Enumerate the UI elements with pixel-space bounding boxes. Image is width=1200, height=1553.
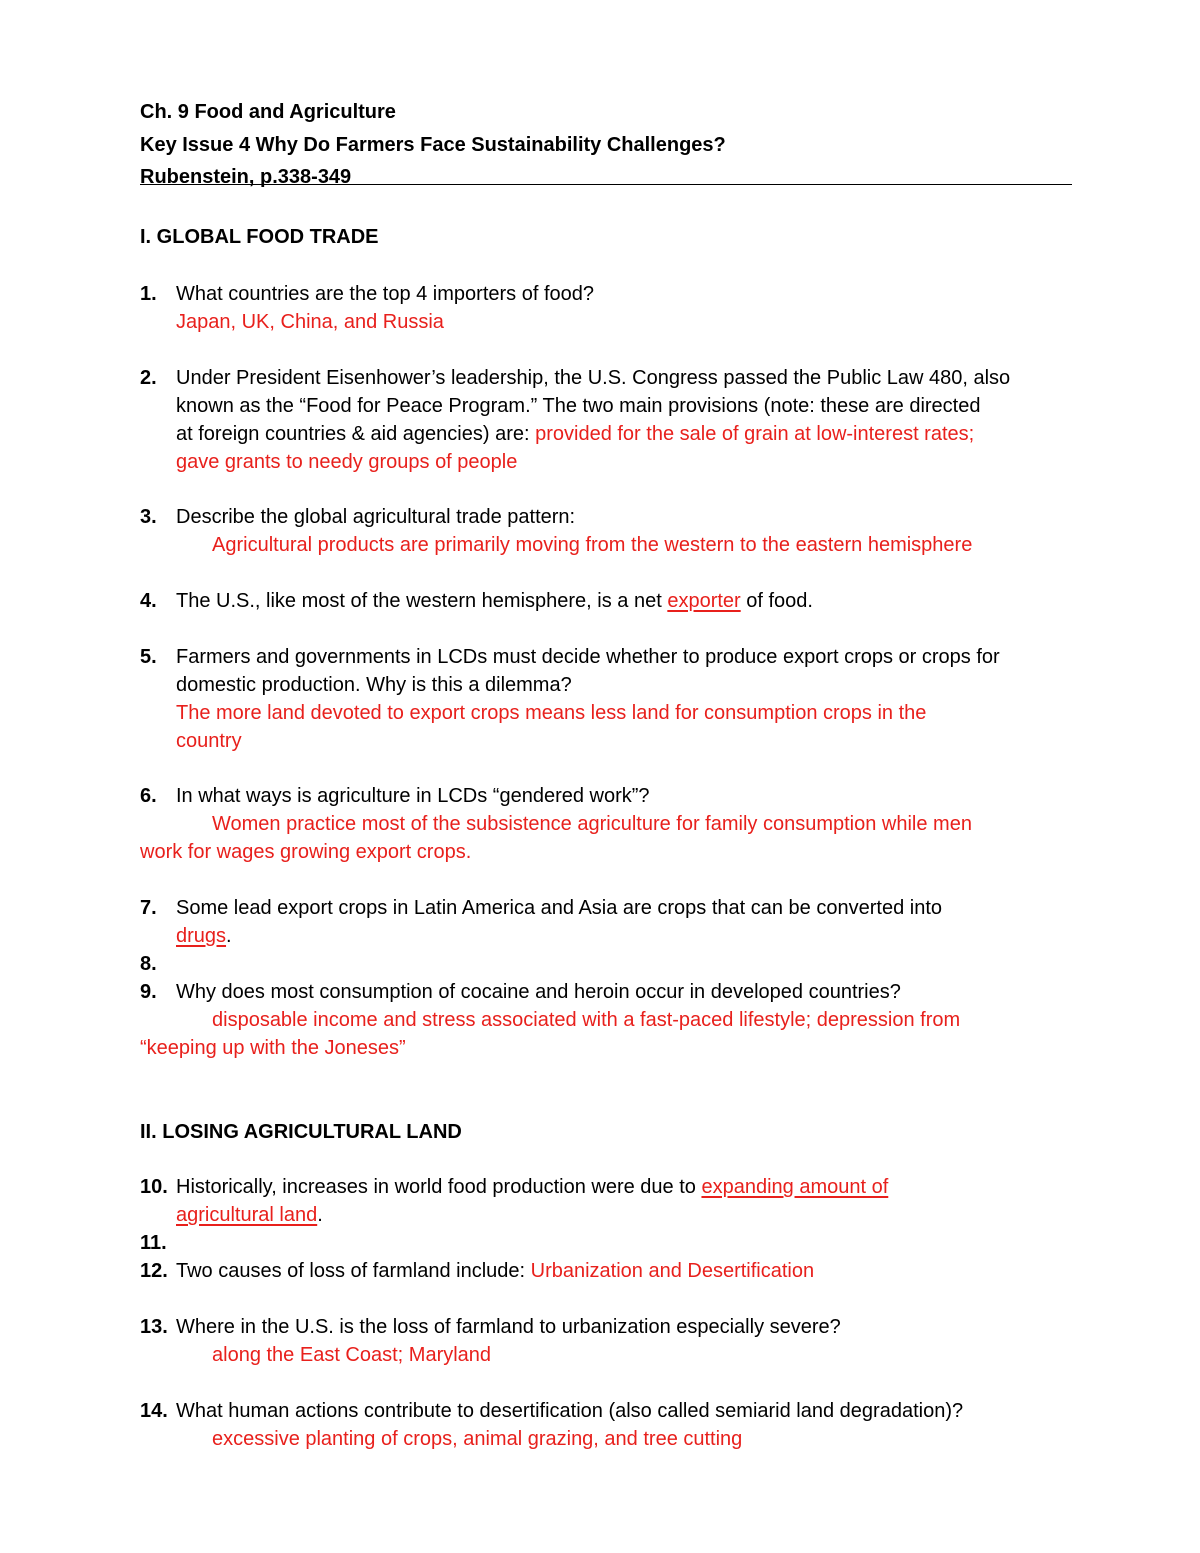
answer-text: Japan, UK, China, and Russia [176,311,444,333]
answer-text: along the East Coast; Maryland [212,1344,492,1366]
answer-text: disposable income and stress associated with a fast-paced lifestyle; depression from [212,1009,961,1031]
item-number: 10. [140,1176,168,1198]
question-text: . [226,925,232,947]
question-line [176,922,232,950]
question-text: What human actions contribute to desertification (also called semiarid land degradation)? [176,1400,964,1422]
question-text: of food. [740,590,813,612]
item-number: 11. [140,1232,167,1254]
question-line [176,1257,814,1285]
fill-in-answer: drugs [176,925,227,947]
item-number: 13. [140,1316,168,1338]
source-line: Rubenstein, p.338-349 [140,166,352,188]
answer-text: Agricultural products are primarily moving from the western to the eastern hemisphere [212,534,973,556]
question-line [176,1173,888,1201]
section-heading-2: II. LOSING AGRICULTURAL LAND [140,1121,462,1143]
question-line [176,1201,323,1229]
item-number: 14. [140,1400,168,1422]
question-text: . [317,1204,323,1226]
item-number: 8. [140,953,157,975]
question-text: at foreign countries & aid agencies) are: [176,423,536,445]
item-number: 5. [140,646,157,668]
question-text: Describe the global agricultural trade pattern: [176,506,576,528]
fill-in-answer: exporter [667,590,741,612]
item-number: 7. [140,897,157,919]
question-text: What countries are the top 4 importers of food? [176,283,594,305]
answer-text: country [176,730,242,752]
question-text: The U.S., like most of the western hemisphere, is a net [176,590,668,612]
item-number: 6. [140,785,157,807]
question-text: Why does most consumption of cocaine and heroin occur in developed countries? [176,981,901,1003]
question-text: In what ways is agriculture in LCDs “gendered work”? [176,785,650,807]
doc-title: Ch. 9 Food and Agriculture [140,101,396,123]
item-number: 2. [140,367,157,389]
question-text: Under President Eisenhower’s leadership, the U.S. Congress passed the Public Law 480, also [176,367,1011,389]
answer-text: Women practice most of the subsistence agriculture for family consumption while men [212,813,972,835]
item-number: 3. [140,506,157,528]
item-number: 9. [140,981,157,1003]
item-number: 12. [140,1260,168,1282]
answer-text: work for wages growing export crops. [140,841,472,863]
item-number: 4. [140,590,157,612]
answer-text: gave grants to needy groups of people [176,451,518,473]
answer-text: “keeping up with the Joneses” [140,1037,406,1059]
item-number: 1. [140,283,157,305]
question-text: Some lead export crops in Latin America and Asia are crops that can be converted into [176,897,942,919]
question-text: Two causes of loss of farmland include: [176,1260,531,1282]
question-line [176,420,974,448]
question-text: known as the “Food for Peace Program.” The two main provisions (note: these are directed [176,395,981,417]
question-text: Historically, increases in world food production were due to [176,1176,702,1198]
header-divider [140,184,1072,185]
section-heading-1: I. GLOBAL FOOD TRADE [140,226,379,248]
fill-in-answer: expanding amount of [701,1176,889,1198]
question-text: domestic production. Why is this a dilemma? [176,674,572,696]
answer-text: provided for the sale of grain at low-interest rates; [535,423,975,445]
question-line [176,587,813,615]
fill-in-answer: agricultural land [176,1204,318,1226]
key-issue-line: Key Issue 4 Why Do Farmers Face Sustainability Challenges? [140,134,726,156]
answer-text: excessive planting of crops, animal grazing, and tree cutting [212,1428,743,1450]
question-text: Farmers and governments in LCDs must decide whether to produce export crops or crops for [176,646,1000,668]
answer-text: The more land devoted to export crops means less land for consumption crops in the [176,702,927,724]
answer-text: Urbanization and Desertification [530,1260,815,1282]
question-text: Where in the U.S. is the loss of farmland to urbanization especially severe? [176,1316,841,1338]
